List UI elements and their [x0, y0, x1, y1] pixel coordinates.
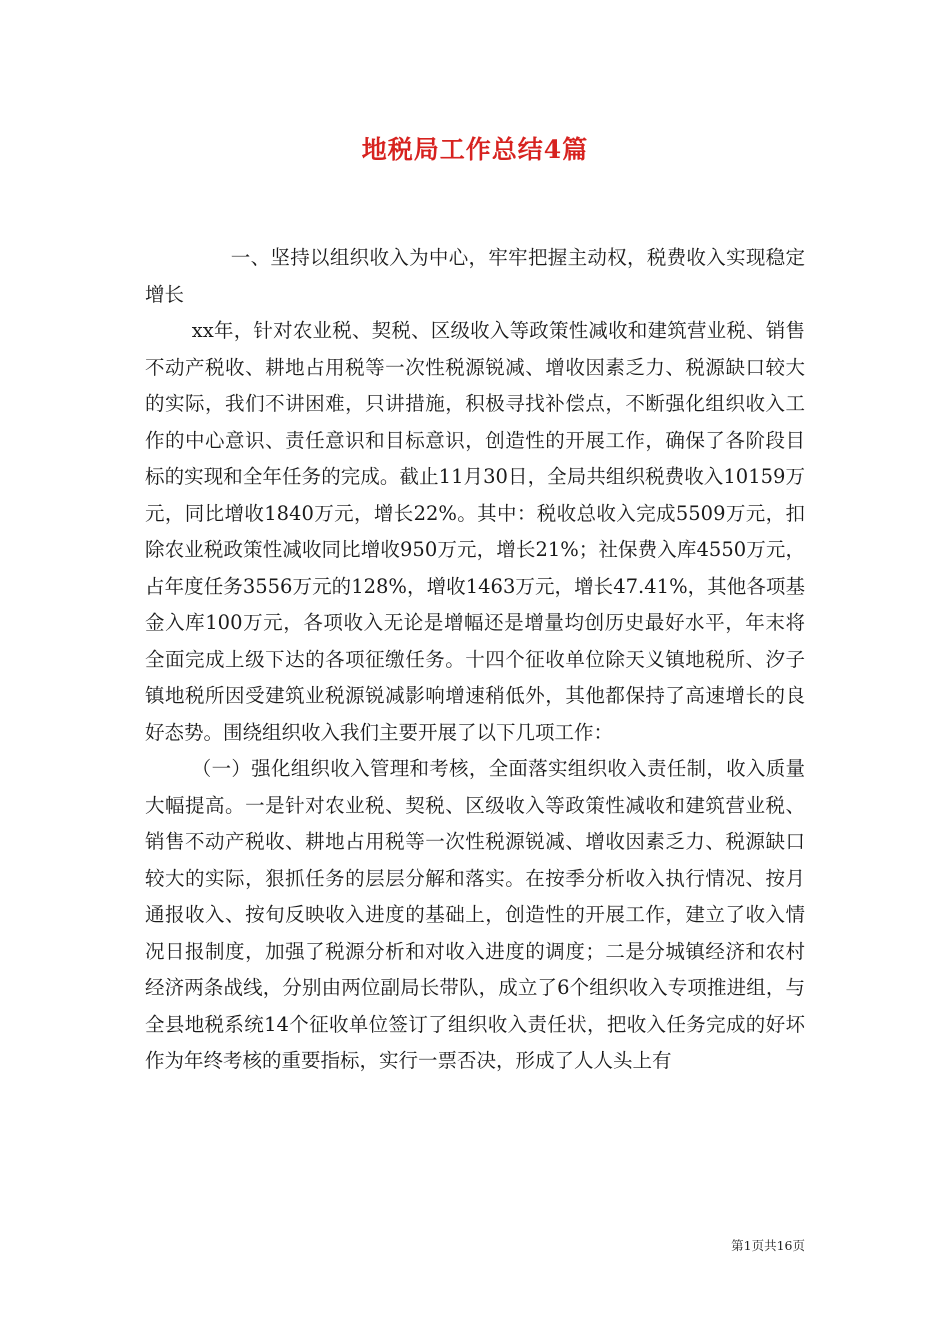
- page-number-footer: 第1页共16页: [731, 1238, 805, 1253]
- document-title: 地税局工作总结4篇: [361, 135, 589, 164]
- section-heading: 一、坚持以组织收入为中心，牢牢把握主动权，税费收入实现稳定增长: [145, 246, 805, 306]
- document-body: [145, 240, 805, 1080]
- body-paragraph: xx年，针对农业税、契税、区级收入等政策性减收和建筑营业税、销售不动产税收、耕地占用税等一次性税源锐减、增收因素乏力、税源缺口较大的实际，我们不讲困难，只讲措施，积极寻找补偿点，不断强化组织收入工作的中心意识、责任意识和目标意识，创造性的开展工作，确保了各阶段目标的实现和全年任务的完成。截止11月30日，全局共组织税费收入10159万元，同比增收1840万元，增长22%。其中：税收总收入完成5509万元，扣除农业税政策性减收同比增收950万元，增长21%；社保费入库4550万元，占年度任务3556万元的128%，增收1463万元，增长47.41%，其他各项基金入库100万元，各项收入无论是增幅还是增量均创历史最好水平，年末将全面完成上级下达的各项征缴任务。十四个征收单位除天义镇地税所、汐子镇地税所因受建筑业税源锐减影响增速稍低外，其他都保持了高速增长的良好态势。围绕组织收入我们主要开展了以下几项工作：: [145, 319, 805, 744]
- body-paragraph: （一）强化组织收入管理和考核，全面落实组织收入责任制，收入质量大幅提高。一是针对农业税、契税、区级收入等政策性减收和建筑营业税、销售不动产税收、耕地占用税等一次性税源锐减、增收因素乏力、税源缺口较大的实际，狠抓任务的层层分解和落实。在按季分析收入执行情况、按月通报收入、按旬反映收入进度的基础上，创造性的开展工作，建立了收入情况日报制度，加强了税源分析和对收入进度的调度；二是分城镇经济和农村经济两条战线，分别由两位副局长带队，成立了6个组织收入专项推进组，与全县地税系统14个征收单位签订了组织收入责任状，把收入任务完成的好坏作为年终考核的重要指标，实行一票否决，形成了人人头上有: [145, 757, 805, 1072]
